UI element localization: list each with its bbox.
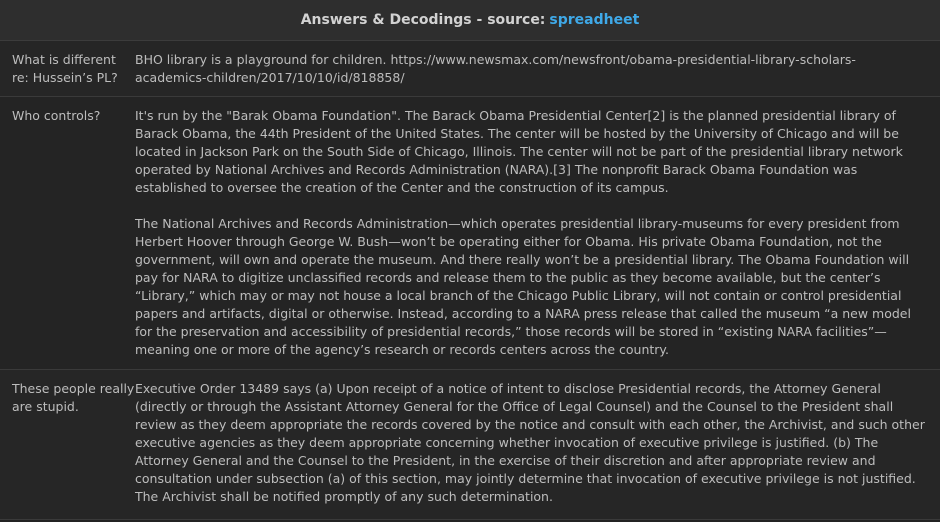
row-label: Who controls? — [12, 108, 101, 123]
table-row — [0, 370, 940, 520]
row-paragraph: It's run by the "Barak Obama Foundation". The Barack Obama Presidential Center[2] is the planned presidential library of Barack Obama, the 44th President of the United States. The center will be hosted by the University of Chicago and will be located in Jackson Park on the South Side of Chicago, Illinois. The center will not be part of the presidential library network operated by National Archives and Records Administration (NARA).[3] The nonprofit Barack Obama Foundation was established to oversee the creation of the Center and the construction of its campus. — [135, 108, 903, 195]
row-label: What is different re: Hussein’s PL? — [12, 52, 118, 85]
row-paragraph: The National Archives and Records Administration—which operates presidential library-museums for every president from Herbert Hoover through George W. Bush—won’t be operating either for Obama. His private Obama Foundation, not the government, will own and operate the museum. And there really won’t be a presidential library. The Obama Foundation will pay for NARA to digitize unclassified records and release them to the public as they become available, but the center’s “Library,” which may or may not house a local branch of the Chicago Public Library, will not contain or control presidential papers and artifacts, digital or otherwise. Instead, according to a NARA press release that called the museum “a new model for the preservation and accessibility of presidential records,” those records will be stored in “existing NARA facilities”—meaning one or more of the agency’s research or records centers across the country. — [135, 216, 911, 357]
page-title: Answers & Decodings - source: — [300, 12, 546, 28]
row-value — [135, 97, 940, 369]
row-label: These people really are stupid. — [12, 381, 135, 414]
row-value — [135, 41, 940, 96]
row-paragraph: BHO library is a playground for children. https://www.newsmax.com/newsfront/obama-presidential-library-scholars-academics-children/2017/10/10/id/818858/ — [135, 52, 856, 85]
row-paragraph: Executive Order 13489 says (a) Upon receipt of a notice of intent to disclose Presidential records, the Attorney General (directly or through the Assistant Attorney General for the Office of Legal Counsel) and the Counsel to the President shall review as they deem appropriate the records covered by the notice and consult with each other, the Archivist, and such other executive agencies as they deem appropriate concerning whether invocation of executive privilege is justified. (b) The Attorney General and the Counsel to the President, in the exercise of their discretion and after appropriate review and consultation under subsection (a) of this section, may jointly determine that invocation of executive privilege is not justified. The Archivist shall be notified promptly of any such determination. — [135, 381, 925, 504]
table-row — [0, 97, 940, 370]
table-row — [0, 41, 940, 97]
answers-table — [0, 41, 940, 520]
source-link[interactable]: spreadheet — [549, 12, 640, 28]
page-header — [0, 0, 940, 41]
row-value — [135, 370, 940, 519]
